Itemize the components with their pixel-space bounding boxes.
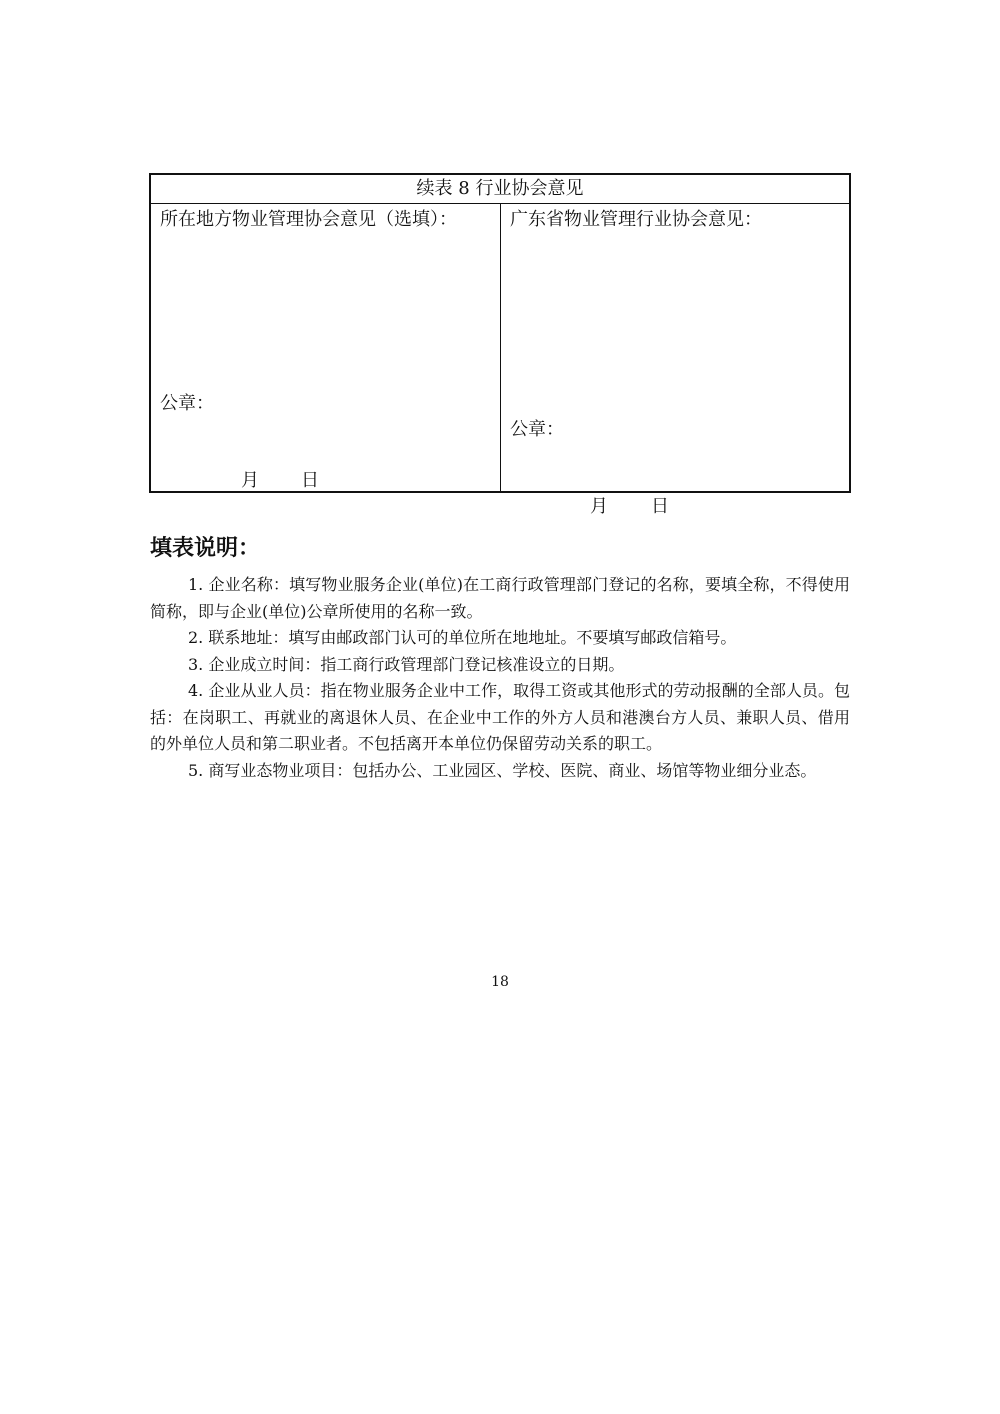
local-month-label: 月 [241, 470, 259, 491]
note-item-2: 2. 联系地址：填写由邮政部门认可的单位所在地地址。不要填写邮政信箱号。 [188, 628, 737, 647]
page-number: 18 [491, 974, 509, 990]
provincial-month-label: 月 [590, 496, 608, 517]
note-item-3: 3. 企业成立时间：指工商行政管理部门登记核准设立的日期。 [188, 654, 625, 674]
provincial-seal-label: 公章： [510, 419, 564, 440]
association-opinion-table [149, 173, 851, 517]
note-item-5: 5. 商写业态物业项目：包括办公、工业园区、学校、医院、商业、场馆等物业细分业态。 [188, 760, 817, 780]
local-association-heading: 所在地方物业管理协会意见（选填）： [160, 209, 457, 230]
note-item-1: 1. 企业名称：填写物业服务企业(单位)在工商行政管理部门登记的名称，要填全称，不得使用简称，即与企业(单位)公章所使用的名称一致。 [150, 575, 850, 621]
notes-list [150, 572, 850, 784]
local-seal-label: 公章： [160, 393, 214, 414]
provincial-date-line [501, 495, 850, 519]
local-day-label: 日 [301, 470, 319, 491]
local-association-cell [151, 204, 501, 492]
provincial-association-heading: 广东省物业管理行业协会意见： [510, 209, 762, 230]
notes-title: 填表说明： [150, 536, 261, 561]
local-date-line [151, 469, 500, 493]
table-title: 续表 8 行业协会意见 [151, 175, 849, 204]
note-item-4: 4. 企业从业人员：指在物业服务企业中工作，取得工资或其他形式的劳动报酬的全部人员。包括：在岗职工、再就业的离退休人员、在企业中工作的外方人员和港澳台方人员、兼职人员、借用的外单位人员和第二职业者。不包括离开本单位仍保留劳动关系的职工。 [150, 681, 850, 753]
table-body [151, 204, 849, 517]
provincial-association-cell [501, 204, 849, 517]
provincial-day-label: 日 [651, 496, 669, 517]
